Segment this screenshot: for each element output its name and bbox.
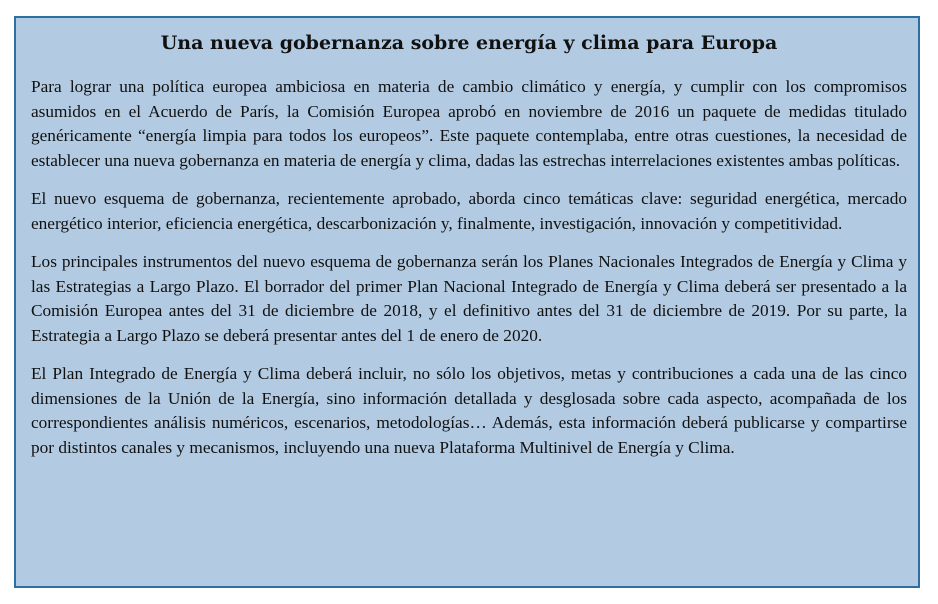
paragraph-4: El Plan Integrado de Energía y Clima deberá incluir, no sólo los objetivos, metas y contribuciones a cada una de las cinco dimensiones de la Unión de la Energía, sino información detallada y desglosada sobre cada aspecto, acompañada de los correspondientes análisis numéricos, escenarios, metodologías… Además, esta información deberá publicarse y compartirse por distintos canales y mecanismos, incluyendo una nueva Plataforma Multinivel de Energía y Clima. — [31, 364, 907, 457]
paragraph-2: El nuevo esquema de gobernanza, recientemente aprobado, aborda cinco temáticas clave: seguridad energética, mercado energético interior, eficiencia energética, descarbonización y, finalmente, investigación, innovación y competitividad. — [31, 189, 907, 233]
paragraph-3: Los principales instrumentos del nuevo esquema de gobernanza serán los Planes Nacionales Integrados de Energía y Clima y las Estrategias a Largo Plazo. El borrador del primer Plan Nacional Integrado de Energía y Clima deberá ser presentado a la Comisión Europea antes del 31 de diciembre de 2018, y el definitivo antes del 31 de diciembre de 2019. Por su parte, la Estrategia a Largo Plazo se deberá presentar antes del 1 de enero de 2020. — [31, 252, 907, 345]
info-box — [14, 16, 920, 588]
box-title: Una nueva gobernanza sobre energía y clima para Europa — [160, 32, 778, 54]
paragraph-1: Para lograr una política europea ambiciosa en materia de cambio climático y energía, y cumplir con los compromisos asumidos en el Acuerdo de París, la Comisión Europea aprobó en noviembre de 2016 un paquete de medidas titulado genéricamente “energía limpia para todos los europeos”. Este paquete contemplaba, entre otras cuestiones, la necesidad de establecer una nueva gobernanza en materia de energía y clima, dadas las estrechas interrelaciones existentes ambas políticas. — [31, 77, 907, 170]
